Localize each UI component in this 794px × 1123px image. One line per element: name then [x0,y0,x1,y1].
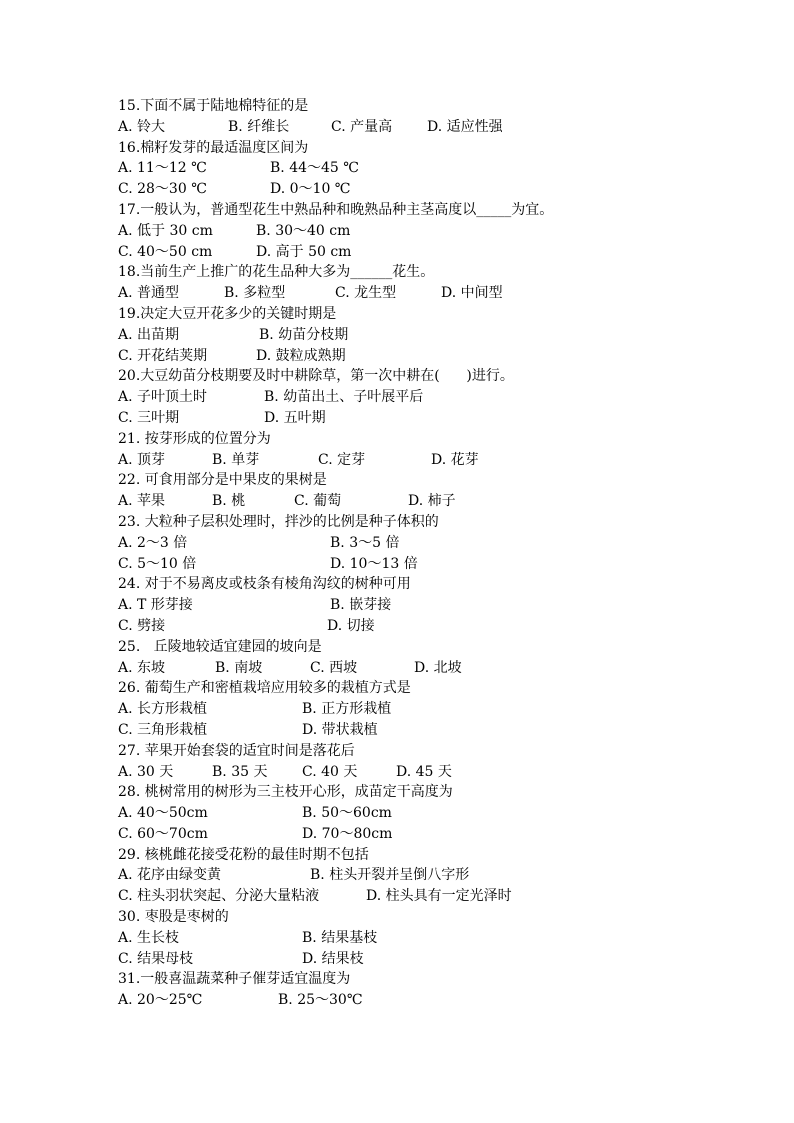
options-line [118,221,718,242]
answer-option: D. 北坡 [414,659,462,676]
options-line [118,533,718,554]
options-line [118,387,718,408]
question-stem: 21. 按芽形成的位置分为 [118,430,271,447]
options-line [118,865,718,886]
answer-option: A. 子叶顶土时 [118,389,208,406]
options-line [118,928,718,949]
answer-option: B. 44～45 ℃ [270,160,359,177]
answer-option: C. 三叶期 [118,409,180,426]
answer-option: D. 柿子 [408,493,456,510]
options-line [118,762,718,783]
answer-option: C. 劈接 [118,617,166,634]
options-line [118,886,718,907]
question-stem: 17.一般认为，普通型花生中熟品种和晚熟品种主茎高度以_____为宜。 [118,201,554,218]
answer-option: C. 定芽 [318,451,366,468]
answer-option: C. 开花结荚期 [118,347,208,364]
question-stem: 26. 葡萄生产和密植栽培应用较多的栽植方式是 [118,680,411,697]
question-stem: 25. 丘陵地较适宜建园的坡向是 [118,638,322,655]
answer-option: A. 苹果 [118,493,166,510]
options-line [118,158,718,179]
answer-option: D. 结果枝 [302,950,364,967]
answer-option: B. 多粒型 [224,285,286,302]
options-line [118,491,718,512]
answer-option: D. 0～10 ℃ [270,181,351,198]
question-stem: 18.当前生产上推广的花生品种大多为______花生。 [118,264,435,281]
question-stem: 23. 大粒种子层积处理时，拌沙的比例是种子体积的 [118,513,439,530]
answer-option: D. 10～13 倍 [330,555,418,572]
answer-option: B. 纤维长 [228,118,290,135]
answer-option: B. 结果基枝 [302,929,378,946]
answer-option: B. 25～30℃ [278,992,363,1009]
answer-option: C. 西坡 [310,659,358,676]
answer-option: A. 30 天 [118,763,174,780]
options-line [118,949,718,970]
question-stem: 19.决定大豆开花多少的关键时期是 [118,305,337,322]
options-line [118,117,718,138]
answer-option: D. 适应性强 [427,118,503,135]
answer-option: B. 单芽 [212,451,260,468]
answer-option: A. 普通型 [118,285,180,302]
answer-option: A. 铃大 [118,118,166,135]
answer-option: A. 低于 30 cm [118,222,213,239]
answer-option: D. 鼓粒成熟期 [256,347,346,364]
question-stem: 16.棉籽发芽的最适温度区间为 [118,139,309,156]
answer-option: A. 长方形栽植 [118,701,208,718]
answer-option: A. 花序由绿变黄 [118,867,222,884]
answer-option: A. 2～3 倍 [118,534,188,551]
answer-option: D. 五叶期 [264,409,326,426]
answer-option: B. 柱头开裂并呈倒八字形 [310,867,470,884]
options-line [118,450,718,471]
answer-option: B. 南坡 [215,659,263,676]
question-stem: 24. 对于不易离皮或枝条有棱角沟纹的树种可用 [118,576,411,593]
options-line [118,658,718,679]
answer-option: D. 花芽 [431,451,479,468]
answer-option: C. 葡萄 [294,493,342,510]
answer-option: A. 40～50cm [118,805,208,822]
answer-option: D. 45 天 [396,763,452,780]
options-line [118,720,718,741]
answer-option: C. 三角形栽植 [118,721,208,738]
options-line [118,408,718,429]
answer-option: C. 40～50 cm [118,243,213,260]
answer-option: C. 结果母枝 [118,950,194,967]
answer-option: B. 3～5 倍 [330,534,400,551]
answer-option: B. 30～40 cm [256,222,351,239]
answer-option: B. 35 天 [212,763,268,780]
options-line [118,325,718,346]
options-line [118,616,718,637]
options-line [118,283,718,304]
answer-option: C. 40 天 [302,763,358,780]
question-stem: 31.一般喜温蔬菜种子催芽适宜温度为 [118,971,351,988]
answer-option: C. 产量高 [331,118,393,135]
answer-option: B. 嵌芽接 [330,597,392,614]
question-stem: 15.下面不属于陆地棉特征的是 [118,98,309,114]
question-stem: 28. 桃树常用的树形为三主枝开心形，成苗定干高度为 [118,784,453,801]
options-line [118,803,718,824]
question-stem: 22. 可食用部分是中果皮的果树是 [118,472,327,489]
answer-option: A. 生长枝 [118,929,180,946]
options-line [118,595,718,616]
question-stem: 29. 核桃雌花接受花粉的最佳时期不包括 [118,846,369,863]
options-line [118,179,718,200]
answer-option: B. 50～60cm [302,805,392,822]
question-stem: 30. 枣股是枣树的 [118,909,229,926]
options-line [118,990,718,1011]
answer-option: C. 柱头羽状突起、分泌大量粘液 [118,888,320,905]
options-line [118,699,718,720]
answer-option: B. 幼苗出土、子叶展平后 [264,389,424,406]
answer-option: A. 顶芽 [118,451,166,468]
options-line [118,346,718,367]
answer-option: A. 出苗期 [118,326,180,343]
answer-option: B. 桃 [212,493,246,510]
options-line [118,554,718,575]
exam-page [118,96,718,1011]
answer-option: D. 带状栽植 [302,721,378,738]
answer-option: C. 5～10 倍 [118,555,197,572]
answer-option: C. 28～30 ℃ [118,181,207,198]
answer-option: C. 60～70cm [118,825,208,842]
answer-option: D. 高于 50 cm [256,243,352,260]
answer-option: A. T 形芽接 [118,597,193,614]
question-stem: 27. 苹果开始套袋的适宜时间是落花后 [118,742,355,759]
answer-option: A. 20～25℃ [118,992,203,1009]
answer-option: A. 11～12 ℃ [118,160,207,177]
answer-option: B. 幼苗分枝期 [259,326,349,343]
answer-option: B. 正方形栽植 [302,701,392,718]
answer-option: D. 柱头具有一定光泽时 [366,888,512,905]
answer-option: D. 切接 [327,617,375,634]
answer-option: D. 中间型 [441,285,503,302]
question-stem: 20.大豆幼苗分枝期要及时中耕除草，第一次中耕在( )进行。 [118,368,514,385]
options-line [118,824,718,845]
answer-option: D. 70～80cm [302,825,393,842]
answer-option: C. 龙生型 [335,285,397,302]
answer-option: A. 东坡 [118,659,166,676]
options-line [118,242,718,263]
